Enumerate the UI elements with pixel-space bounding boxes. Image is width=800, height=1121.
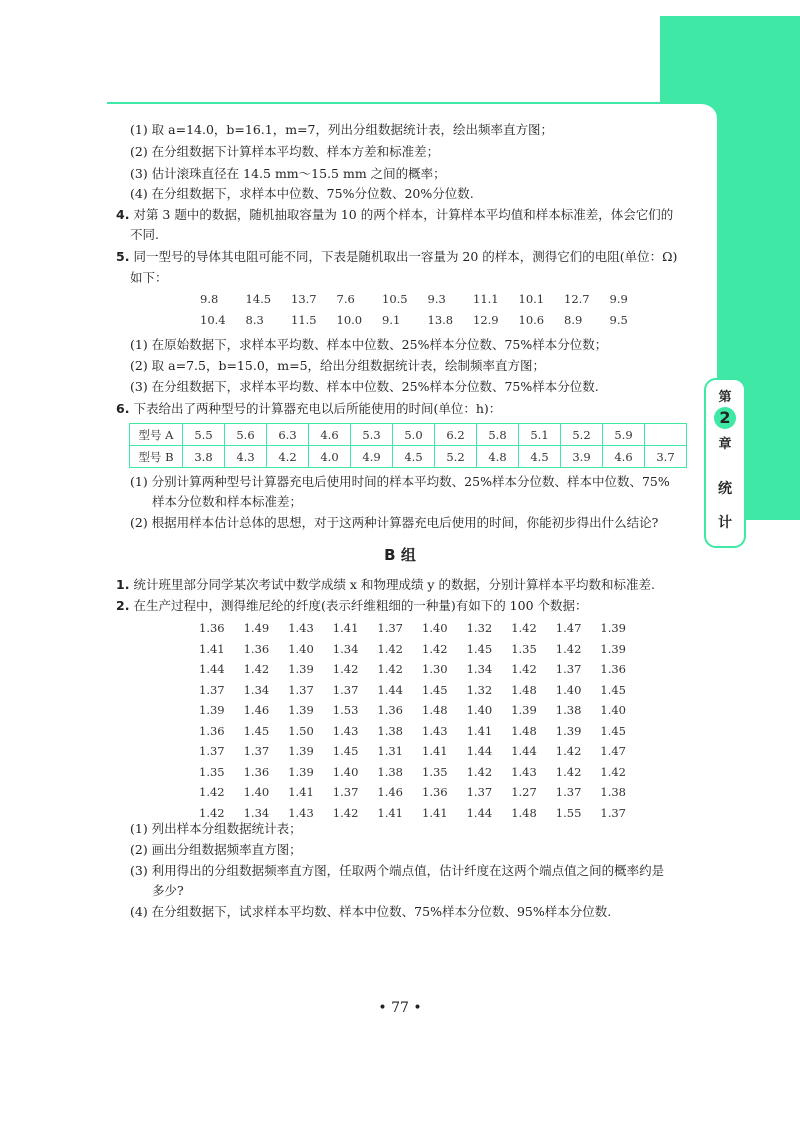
fiber-value: 1.37: [466, 785, 493, 799]
fiber-value: 1.36: [243, 764, 270, 779]
calc-time-value: 4.6: [309, 424, 351, 446]
fiber-value: 1.48: [511, 682, 537, 697]
fiber-value: 1.42: [511, 662, 537, 676]
fiber-value: 1.47: [555, 621, 582, 635]
resistance-value: 9.5: [609, 313, 628, 327]
calc-time-value: 5.1: [519, 424, 561, 446]
problem6-sub-2: (2) 根据用样本估计总体的思想，对于这两种计算器充电后使用的时间，你能初步得出什么结论?: [130, 515, 659, 530]
fiber-value: 1.38: [600, 785, 626, 799]
fiber-value: 1.42: [555, 764, 582, 779]
problem-b1-text: 统计班里部分同学某次考试中数学成绩 x 和物理成绩 y 的数据，分别计算样本平均数和标准差.: [133, 577, 655, 592]
page-number: • 77 •: [378, 1000, 422, 1016]
fiber-value: 1.44: [466, 805, 493, 820]
calc-time-value: 4.5: [519, 446, 561, 468]
resistance-value: 11.5: [291, 313, 317, 327]
problem5: [116, 248, 677, 266]
fiber-value: 1.42: [555, 744, 582, 758]
fiber-value: 1.41: [422, 805, 448, 820]
fiber-value: 1.35: [199, 764, 225, 779]
calc-table-row: [130, 446, 687, 468]
fiber-value: 1.44: [466, 744, 493, 758]
fiber-value: 1.41: [332, 621, 359, 635]
fiber-value: 1.45: [243, 723, 270, 738]
problem5-number: 5.: [116, 249, 130, 264]
fiber-value: 1.42: [422, 641, 448, 656]
fiber-value: 1.36: [600, 662, 626, 676]
fiber-value: 1.37: [555, 785, 582, 799]
calc-time-value: 5.0: [393, 424, 435, 446]
fiber-value: 1.38: [377, 723, 403, 738]
problem5-text-1: 同一型号的导体其电阻可能不同，下表是随机取出一容量为 20 的样本，测得它们的电阻(单位：Ω): [133, 249, 678, 264]
resistance-value: 8.9: [564, 313, 583, 327]
fiber-value: 1.32: [466, 682, 493, 697]
fiber-value: 1.39: [511, 703, 537, 717]
fiber-value: 1.42: [511, 621, 537, 635]
resistance-value: 10.4: [200, 313, 226, 327]
calc-model-label: 型号 B: [130, 446, 183, 468]
problem4-text-2: 不同.: [130, 227, 159, 242]
fiber-value: 1.39: [600, 641, 626, 656]
fiber-value: 1.32: [466, 621, 493, 635]
fiber-value: 1.41: [288, 785, 314, 799]
fiber-value: 1.34: [243, 682, 270, 697]
problem4-text-1: 对第 3 题中的数据，随机抽取容量为 10 的两个样本，计算样本平均值和样本标准差，体会它们的: [133, 207, 674, 222]
fiber-value: 1.39: [199, 703, 225, 717]
calc-time-value: 6.3: [267, 424, 309, 446]
problem-b2-text: 在生产过程中，测得维尼纶的纤度(表示纤维粗细的一种量)有如下的 100 个数据：: [133, 598, 588, 613]
fiber-value: 1.37: [332, 682, 359, 697]
fiber-value: 1.44: [511, 744, 537, 758]
problem5-sub-3: (3) 在分组数据下，求样本平均数、样本中位数、25%样本分位数、75%样本分位数.: [130, 379, 599, 394]
calc-time-value: 4.8: [477, 446, 519, 468]
resistance-value: 7.6: [336, 292, 355, 306]
fiber-value: 1.38: [377, 764, 403, 779]
fiber-value: 1.36: [199, 723, 225, 738]
fiber-value: 1.38: [555, 703, 582, 717]
chapter-prefix: 第: [718, 390, 732, 405]
problem4-number: 4.: [116, 207, 130, 222]
problem6: [116, 400, 501, 418]
resistance-value: 9.8: [200, 292, 219, 306]
problem5-sub-1: (1) 在原始数据下，求样本平均数、样本中位数、25%样本分位数、75%样本分位数；: [130, 337, 608, 352]
problem3-sub-2: (2) 在分组数据下计算样本平均数、样本方差和标准差；: [130, 144, 440, 159]
fiber-value: 1.34: [243, 805, 270, 820]
fiber-value: 1.43: [422, 723, 448, 738]
fiber-value: 1.45: [422, 682, 448, 697]
problem6-sub-1-cont: 样本分位数和样本标准差；: [152, 494, 303, 509]
fiber-value: 1.39: [288, 662, 314, 676]
fiber-value: 1.41: [422, 744, 448, 758]
problem5-text-2: 如下：: [130, 270, 168, 285]
resistance-value: 12.9: [473, 313, 499, 327]
fiber-value: 1.48: [511, 805, 537, 820]
fiber-value: 1.42: [377, 641, 403, 656]
calc-time-value: 4.2: [267, 446, 309, 468]
section-b-title: B 组: [384, 546, 416, 564]
chapter-tab: [704, 378, 746, 548]
fiber-value: 1.41: [466, 723, 493, 738]
fiber-value: 1.37: [243, 744, 270, 758]
problem3-sub-4: (4) 在分组数据下，求样本中位数、75%分位数、20%分位数.: [130, 186, 474, 201]
fiber-value: 1.40: [422, 621, 448, 635]
fiber-value: 1.55: [555, 805, 582, 820]
resistance-value: 8.3: [245, 313, 264, 327]
problem-b2-sub-1: (1) 列出样本分组数据统计表；: [130, 821, 302, 836]
fiber-value: 1.49: [243, 621, 270, 635]
fiber-value: 1.39: [288, 744, 314, 758]
fiber-value: 1.39: [600, 621, 626, 635]
chapter-title-2: 计: [718, 515, 732, 531]
fiber-value: 1.45: [600, 723, 626, 738]
calc-time-value: 4.3: [225, 446, 267, 468]
calc-time-value: 5.5: [183, 424, 225, 446]
resistance-value: 11.1: [473, 292, 499, 306]
problem-b2-sub-3: (3) 利用得出的分组数据频率直方图，任取两个端点值，估计纤度在这两个端点值之间的概率约是: [130, 863, 665, 878]
fiber-value: 1.42: [600, 764, 626, 779]
calc-time-value: 5.2: [435, 446, 477, 468]
problem-b2-sub-4: (4) 在分组数据下，试求样本平均数、样本中位数、75%样本分位数、95%样本分位数.: [130, 904, 612, 919]
fiber-value: 1.36: [243, 641, 270, 656]
fiber-value: 1.42: [466, 764, 493, 779]
fiber-value: 1.40: [288, 641, 314, 656]
fiber-value: 1.37: [288, 682, 314, 697]
calc-time-value: [645, 424, 687, 446]
resistance-value: 13.7: [291, 292, 317, 306]
calc-time-value: 3.8: [183, 446, 225, 468]
fiber-value: 1.45: [332, 744, 359, 758]
fiber-value: 1.40: [243, 785, 270, 799]
fiber-value: 1.40: [466, 703, 493, 717]
problem4: [116, 206, 673, 224]
calc-model-label: 型号 A: [130, 424, 183, 446]
calc-time-value: 4.0: [309, 446, 351, 468]
chapter-title-1: 统: [718, 481, 732, 497]
calc-time-value: 5.8: [477, 424, 519, 446]
fiber-value: 1.37: [332, 785, 359, 799]
fiber-value: 1.46: [243, 703, 270, 717]
resistance-value: 9.3: [427, 292, 446, 306]
fiber-value: 1.45: [600, 682, 626, 697]
problem-b2-number: 2.: [116, 598, 130, 613]
problem3-sub-3: (3) 估计滚珠直径在 14.5 mm～15.5 mm 之间的概率；: [130, 166, 446, 181]
fiber-value: 1.44: [199, 662, 225, 676]
fiber-value: 1.31: [377, 744, 403, 758]
fiber-value: 1.43: [288, 621, 314, 635]
calc-time-value: 4.6: [603, 446, 645, 468]
resistance-value: 10.6: [518, 313, 545, 327]
problem-b2-sub-2: (2) 画出分组数据频率直方图；: [130, 842, 302, 857]
fiber-value: 1.48: [511, 723, 537, 738]
calc-time-value: 4.9: [351, 446, 393, 468]
fiber-value: 1.42: [199, 785, 225, 799]
fiber-value: 1.42: [555, 641, 582, 656]
resistance-value: 10.5: [382, 292, 408, 306]
fiber-value: 1.30: [422, 662, 448, 676]
fiber-value: 1.35: [511, 641, 537, 656]
fiber-value: 1.34: [466, 662, 493, 676]
fiber-value: 1.35: [422, 764, 448, 779]
fiber-value: 1.37: [600, 805, 626, 820]
fiber-value: 1.36: [422, 785, 448, 799]
resistance-value: 10.1: [518, 292, 545, 306]
calculator-time-table: [129, 423, 687, 468]
fiber-value: 1.42: [377, 662, 403, 676]
calc-table-row: [130, 424, 687, 446]
calc-time-value: 4.5: [393, 446, 435, 468]
fiber-value: 1.37: [377, 621, 403, 635]
fiber-value: 1.39: [555, 723, 582, 738]
resistance-value: 9.9: [609, 292, 628, 306]
fiber-value: 1.42: [332, 805, 359, 820]
problem-b2: [116, 597, 588, 615]
fiber-value: 1.43: [332, 723, 359, 738]
problem6-number: 6.: [116, 401, 130, 416]
calc-time-value: 5.3: [351, 424, 393, 446]
problem5-sub-2: (2) 取 a=7.5，b=15.0，m=5，给出分组数据统计表，绘制频率直方图；: [130, 358, 546, 373]
resistance-value: 9.1: [382, 313, 401, 327]
problem-b1: [116, 576, 655, 594]
resistance-value: 12.7: [564, 292, 590, 306]
fiber-value: 1.42: [243, 662, 270, 676]
fiber-value: 1.39: [288, 703, 314, 717]
problem3-sub-1: (1) 取 a=14.0，b=16.1，m=7，列出分组数据统计表，绘出频率直方图；: [130, 122, 553, 137]
fiber-value: 1.42: [332, 662, 359, 676]
fiber-value: 1.41: [377, 805, 403, 820]
calc-time-value: 5.6: [225, 424, 267, 446]
fiber-value: 1.46: [377, 785, 403, 799]
resistance-value: 14.5: [245, 292, 272, 306]
fiber-value: 1.37: [199, 682, 225, 697]
fiber-value: 1.50: [288, 723, 314, 738]
resistance-value: 10.0: [336, 313, 363, 327]
fiber-value: 1.43: [511, 764, 537, 779]
calc-time-value: 5.9: [603, 424, 645, 446]
fiber-value: 1.37: [199, 744, 225, 758]
chapter-number: 2: [714, 407, 736, 429]
problem-b2-sub-3-cont: 多少?: [152, 883, 184, 898]
problem6-text: 下表给出了两种型号的计算器充电以后所能使用的时间(单位：h)：: [133, 401, 502, 416]
fiber-value: 1.53: [332, 703, 359, 717]
fiber-value: 1.40: [332, 764, 359, 779]
fiber-value: 1.40: [555, 682, 582, 697]
problem-b1-number: 1.: [116, 577, 130, 592]
fiber-value: 1.41: [199, 641, 225, 656]
problem6-sub-1: (1) 分别计算两种型号计算器充电后使用时间的样本平均数、25%样本分位数、样本中位数、75%: [130, 474, 670, 489]
fiber-value: 1.27: [511, 785, 537, 799]
calc-time-value: 3.7: [645, 446, 687, 468]
fiber-value: 1.43: [288, 805, 314, 820]
fiber-value: 1.36: [377, 703, 403, 717]
fiber-value: 1.47: [600, 744, 626, 758]
fiber-value: 1.42: [199, 805, 225, 820]
fiber-value: 1.44: [377, 682, 403, 697]
calc-time-value: 5.2: [561, 424, 603, 446]
fiber-value: 1.40: [600, 703, 626, 717]
fiber-value: 1.45: [466, 641, 493, 656]
fiber-value: 1.48: [422, 703, 448, 717]
chapter-suffix: 章: [718, 437, 732, 452]
fiber-value: 1.39: [288, 764, 314, 779]
calc-time-value: 3.9: [561, 446, 603, 468]
fiber-value: 1.36: [199, 621, 225, 635]
calc-time-value: 6.2: [435, 424, 477, 446]
fiber-value: 1.34: [332, 641, 359, 656]
resistance-value: 13.8: [427, 313, 454, 327]
fiber-value: 1.37: [555, 662, 582, 676]
